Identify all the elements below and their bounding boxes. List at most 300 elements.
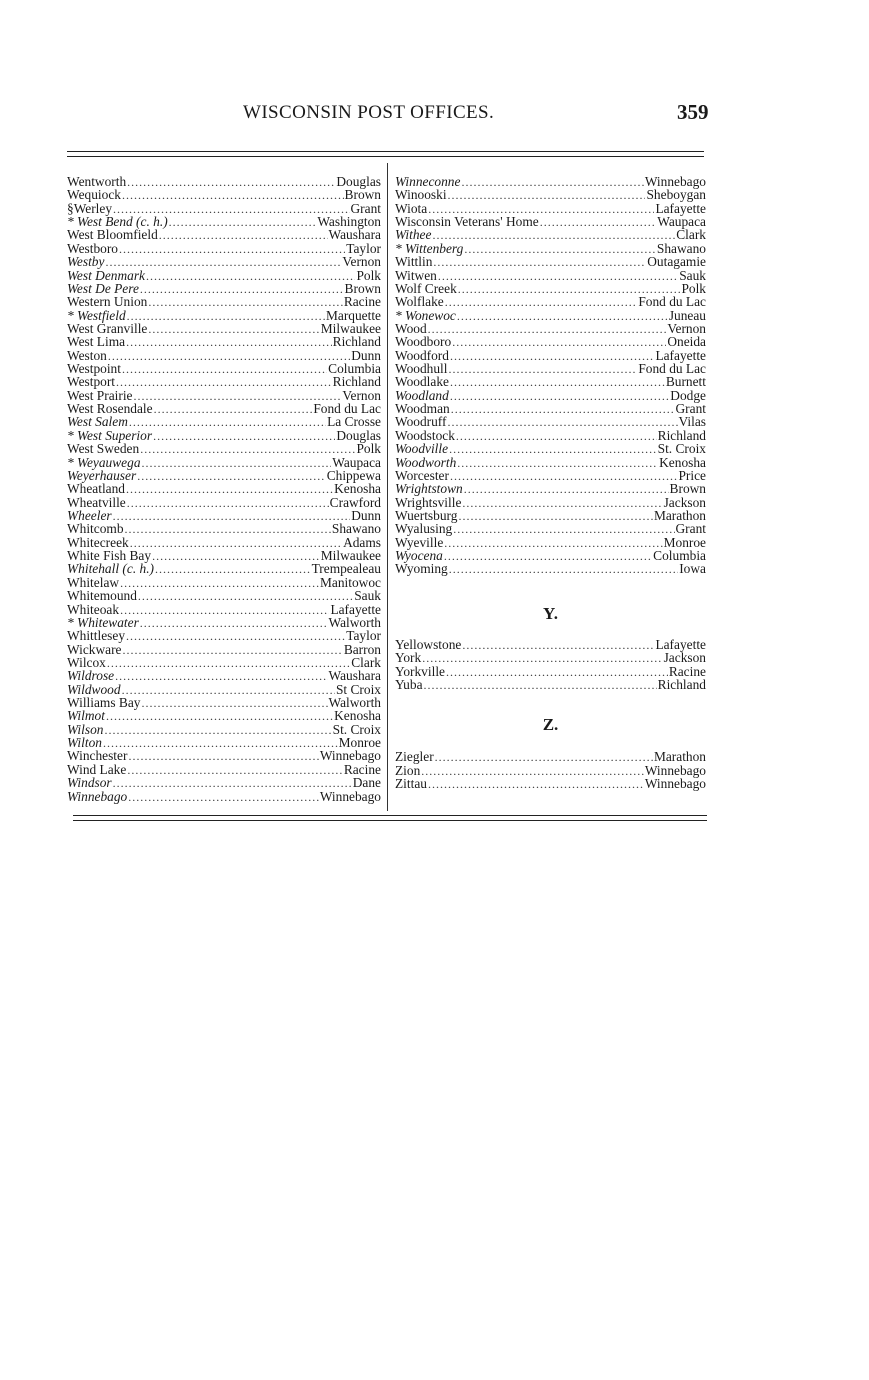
dot-leader [450, 390, 669, 403]
dot-leader [449, 563, 678, 576]
county-name: Waushara [328, 227, 381, 243]
county-name: Winnebago [319, 788, 381, 804]
dot-leader [122, 189, 344, 202]
post-office-entry [67, 349, 381, 362]
county-name: Manitowoc [320, 574, 381, 590]
post-office-name: Weyerhauser [67, 467, 137, 483]
post-office-name: Woodruff [395, 414, 447, 430]
county-name: Winnebago [644, 174, 706, 189]
county-name: Taylor [346, 628, 381, 644]
dot-leader [120, 604, 329, 617]
dot-leader [457, 457, 658, 470]
county-name: La Crosse [327, 414, 381, 430]
post-office-entry [395, 269, 706, 282]
dot-leader [128, 791, 319, 804]
post-office-name: Winchester [67, 748, 128, 764]
post-office-entry [395, 509, 706, 522]
post-office-name: Wisconsin Veterans' Home [395, 214, 539, 230]
dot-leader [461, 176, 643, 189]
dot-leader [140, 617, 328, 630]
post-office-entry [67, 389, 381, 402]
post-office-name: Whitehall (c. h.) [67, 561, 155, 577]
post-office-name: Wheatland [67, 481, 125, 497]
post-office-name: §Werley [67, 200, 113, 216]
post-office-entry [67, 763, 381, 776]
running-title: WISCONSIN POST OFFICES. [243, 102, 495, 123]
post-office-name: Withee [395, 227, 432, 243]
post-office-entry [395, 322, 706, 335]
dot-leader [153, 430, 335, 443]
dot-leader [119, 243, 345, 256]
dot-leader [128, 750, 318, 763]
post-office-name: Wuertsburg [395, 507, 458, 523]
top-rule-thin [67, 151, 704, 152]
post-office-name: * Weyauwega [67, 454, 141, 470]
county-name: Dunn [351, 507, 381, 523]
dot-leader [148, 296, 342, 309]
post-office-name: Windsor [67, 775, 112, 791]
post-office-name: Yuba [395, 676, 423, 692]
dot-leader [108, 350, 350, 363]
post-office-entry [67, 442, 381, 455]
post-office-entry [67, 723, 381, 736]
post-office-name: West Granville [67, 320, 148, 336]
post-office-name: Woodman [395, 401, 450, 417]
post-office-name: Yellowstone [395, 636, 462, 652]
dot-leader [428, 778, 644, 791]
spacer [395, 624, 706, 638]
spacer [395, 735, 706, 750]
dot-leader [462, 497, 662, 510]
post-office-entry [395, 335, 706, 348]
dot-leader [129, 416, 326, 429]
post-office-name: * Wonewoc [395, 307, 456, 323]
post-office-name: Winooski [395, 187, 447, 203]
spacer [395, 576, 706, 604]
dot-leader [424, 679, 657, 692]
post-office-name: Woodstock [395, 427, 455, 443]
dot-leader [152, 550, 320, 563]
post-office-name: Woodhull [395, 361, 448, 377]
post-office-name: Whitecreek [67, 534, 129, 550]
county-name: Lafayette [655, 347, 706, 363]
dot-leader [127, 764, 342, 777]
post-office-entry [67, 282, 381, 295]
post-office-name: West Salem [67, 414, 128, 430]
post-office-entry [67, 749, 381, 762]
post-office-name: Wind Lake [67, 761, 127, 777]
county-name: Lafayette [655, 636, 706, 652]
post-office-entry [395, 429, 706, 442]
county-name: Barron [343, 641, 381, 657]
post-office-name: * West Superior [67, 427, 153, 443]
post-office-name: Woodville [395, 441, 449, 457]
post-office-name: Wilmot [67, 708, 105, 724]
county-name: Columbia [328, 361, 381, 377]
county-name: Vernon [342, 387, 381, 403]
post-office-entry [395, 228, 706, 241]
post-office-name: * Wittenberg [395, 240, 464, 256]
county-name: Richland [332, 374, 381, 390]
section-z-entry-list [395, 750, 706, 790]
county-name: St Croix [335, 681, 381, 697]
post-office-entry [67, 456, 381, 469]
post-office-name: Woodford [395, 347, 449, 363]
right-column [395, 175, 706, 790]
post-office-entry [395, 750, 706, 763]
county-name: Shawano [656, 240, 706, 256]
county-name: Waushara [328, 668, 381, 684]
post-office-entry [67, 242, 381, 255]
dot-leader [138, 590, 353, 603]
post-office-entry [67, 790, 381, 803]
county-name: Jackson [663, 494, 706, 510]
post-office-name: West Sweden [67, 441, 140, 457]
post-office-name: Whitcomb [67, 521, 124, 537]
dot-leader [444, 537, 662, 550]
post-office-entry [67, 669, 381, 682]
dot-leader [457, 310, 668, 323]
post-office-entry [67, 549, 381, 562]
dot-leader [458, 510, 653, 523]
dot-leader [133, 390, 341, 403]
county-name: Winnebago [644, 762, 706, 778]
county-name: Milwaukee [320, 320, 381, 336]
county-name: Waupaca [657, 214, 706, 230]
post-office-name: West Prairie [67, 387, 133, 403]
post-office-entry [67, 469, 381, 482]
post-office-name: Wilcox [67, 654, 106, 670]
county-name: Taylor [346, 240, 381, 256]
county-name: Fond du Lac [638, 361, 706, 377]
post-office-entry [67, 683, 381, 696]
post-office-entry [67, 309, 381, 322]
county-name: Outagamie [647, 254, 706, 270]
dot-leader [155, 563, 311, 576]
county-name: Clark [351, 654, 381, 670]
dot-leader [122, 363, 327, 376]
post-office-entry [67, 375, 381, 388]
post-office-entry [395, 549, 706, 562]
dot-leader [122, 644, 342, 657]
county-name: Racine [668, 663, 706, 679]
dot-leader [113, 777, 352, 790]
dot-leader [140, 283, 344, 296]
post-office-name: West Lima [67, 334, 126, 350]
county-name: Racine [343, 294, 381, 310]
dot-leader [103, 737, 338, 750]
dot-leader [126, 336, 332, 349]
post-office-name: White Fish Bay [67, 548, 152, 564]
post-office-name: West Denmark [67, 267, 145, 283]
post-office-entry [395, 764, 706, 777]
page-header [0, 100, 869, 130]
post-office-entry [395, 522, 706, 535]
dot-leader [435, 751, 653, 764]
dot-leader [126, 483, 333, 496]
post-office-name: * West Bend (c. h.) [67, 214, 168, 230]
county-name: Polk [356, 441, 381, 457]
post-office-entry [395, 456, 706, 469]
dot-leader [125, 523, 331, 536]
post-office-entry [395, 536, 706, 549]
county-name: Vernon [667, 320, 706, 336]
post-office-name: West Rosendale [67, 401, 153, 417]
post-office-name: Winneconne [395, 174, 461, 189]
dot-leader [464, 483, 669, 496]
dot-leader [120, 577, 319, 590]
post-office-entry [395, 389, 706, 402]
post-office-entry [395, 562, 706, 575]
county-name: Dane [352, 775, 381, 791]
dot-leader [122, 684, 335, 697]
dot-leader [447, 416, 677, 429]
post-office-entry [67, 603, 381, 616]
post-office-name: Williams Bay [67, 695, 141, 711]
dot-leader [115, 670, 327, 683]
post-office-entry [395, 362, 706, 375]
county-name: Lafayette [330, 601, 381, 617]
county-name: Burnett [665, 374, 706, 390]
county-name: Monroe [663, 534, 706, 550]
post-office-entry [395, 242, 706, 255]
county-name: Brown [344, 280, 381, 296]
county-name: Clark [676, 227, 706, 243]
post-office-name: Wickware [67, 641, 122, 657]
post-office-name: Yorkville [395, 663, 445, 679]
post-office-name: Wood [395, 320, 427, 336]
dot-leader [169, 216, 317, 229]
county-name: Chippewa [326, 467, 381, 483]
county-name: Columbia [653, 548, 706, 564]
county-name: Douglas [336, 427, 381, 443]
post-office-entry [395, 665, 706, 678]
county-name: Grant [675, 401, 706, 417]
county-name: Polk [681, 280, 706, 296]
top-rule-thick [67, 156, 704, 157]
post-office-name: Wyeville [395, 534, 444, 550]
post-office-entry [67, 709, 381, 722]
county-name: Price [678, 467, 706, 483]
post-office-entry [67, 589, 381, 602]
dot-leader [446, 666, 668, 679]
county-name: Iowa [679, 561, 706, 577]
post-office-name: Wiota [395, 200, 428, 216]
county-name: Shawano [331, 521, 381, 537]
county-name: Kenosha [659, 454, 706, 470]
dot-leader [142, 457, 332, 470]
dot-leader [540, 216, 657, 229]
county-name: St. Croix [332, 721, 381, 737]
dot-leader [127, 176, 335, 189]
post-office-name: Ziegler [395, 749, 434, 765]
post-office-entry [395, 282, 706, 295]
county-name: Kenosha [334, 481, 381, 497]
post-office-name: West De Pere [67, 280, 139, 296]
post-office-entry [395, 482, 706, 495]
post-office-name: Western Union [67, 294, 148, 310]
post-office-name: West Bloomfield [67, 227, 158, 243]
dot-leader [113, 510, 351, 523]
county-name: Racine [343, 761, 381, 777]
post-office-name: Whiteoak [67, 601, 120, 617]
post-office-entry [67, 269, 381, 282]
dot-leader [146, 270, 355, 283]
post-office-name: Westpoint [67, 361, 121, 377]
county-name: Fond du Lac [313, 401, 381, 417]
post-office-name: Westport [67, 374, 116, 390]
county-name: Grant [675, 521, 706, 537]
post-office-entry [395, 375, 706, 388]
post-office-name: Westboro [67, 240, 118, 256]
dot-leader [127, 497, 329, 510]
post-office-name: Woodlake [395, 374, 449, 390]
post-office-entry [395, 638, 706, 651]
dot-leader [130, 537, 342, 550]
post-office-name: Wilton [67, 735, 102, 751]
page-number: 359 [677, 100, 709, 124]
county-name: Sauk [354, 588, 381, 604]
dot-leader [127, 310, 325, 323]
dot-leader [126, 630, 345, 643]
county-name: Marquette [325, 307, 381, 323]
county-name: Brown [669, 481, 706, 497]
post-office-entry [395, 496, 706, 509]
dot-leader [428, 323, 667, 336]
dot-leader [432, 229, 675, 242]
post-office-name: Wequiock [67, 187, 121, 203]
county-name: Trempealeau [311, 561, 381, 577]
post-office-entry [67, 228, 381, 241]
post-office-entry [395, 651, 706, 664]
post-office-entry [67, 188, 381, 201]
post-office-entry [67, 175, 381, 188]
county-name: Douglas [336, 174, 381, 189]
post-office-entry [67, 656, 381, 669]
bottom-rule-thick [73, 820, 707, 821]
post-office-entry [395, 309, 706, 322]
post-office-entry [395, 202, 706, 215]
post-office-entry [395, 349, 706, 362]
post-office-name: Witwen [395, 267, 437, 283]
county-name: Sauk [679, 267, 706, 283]
post-office-name: Wyocena [395, 548, 443, 564]
post-office-name: Woodworth [395, 454, 457, 470]
dot-leader [422, 652, 662, 665]
dot-leader [421, 765, 644, 778]
county-name: Vilas [678, 414, 706, 430]
county-name: Washington [317, 214, 381, 230]
post-office-name: Wrightstown [395, 481, 463, 497]
county-name: Milwaukee [320, 548, 381, 564]
post-office-entry [395, 777, 706, 790]
left-column [67, 175, 381, 803]
post-office-name: Wilson [67, 721, 104, 737]
post-office-name: Zittau [395, 775, 427, 791]
dot-leader [452, 336, 666, 349]
county-name: Crawford [329, 494, 381, 510]
county-name: Polk [356, 267, 381, 283]
post-office-name: Wyoming [395, 561, 448, 577]
dot-leader [464, 243, 656, 256]
post-office-name: Wildwood [67, 681, 121, 697]
post-office-entry [67, 509, 381, 522]
dot-leader [450, 470, 678, 483]
dot-leader [449, 443, 657, 456]
post-office-entry [67, 776, 381, 789]
post-office-entry [395, 678, 706, 691]
post-office-entry [395, 188, 706, 201]
post-office-name: York [395, 650, 422, 666]
county-name: Fond du Lac [638, 294, 706, 310]
post-office-name: Wyalusing [395, 521, 453, 537]
post-office-entry [67, 536, 381, 549]
dot-leader [141, 697, 327, 710]
post-office-name: Wheeler [67, 507, 112, 523]
post-office-entry [67, 295, 381, 308]
post-office-name: Wildrose [67, 668, 115, 684]
post-office-entry [395, 295, 706, 308]
post-office-entry [67, 482, 381, 495]
county-name: Richland [657, 676, 706, 692]
dot-leader [137, 470, 326, 483]
post-office-entry [67, 335, 381, 348]
post-office-name: Weston [67, 347, 107, 363]
post-office-name: Woodland [395, 387, 449, 403]
post-office-entry [67, 522, 381, 535]
county-name: Jackson [663, 650, 706, 666]
section-heading-y: Y. [543, 603, 558, 623]
post-office-name: Wolflake [395, 294, 444, 310]
county-name: Walworth [328, 614, 381, 630]
dot-leader [444, 550, 652, 563]
dot-leader [116, 376, 332, 389]
dot-leader [107, 657, 350, 670]
post-office-entry [67, 322, 381, 335]
spacer [395, 691, 706, 715]
post-office-name: * Westfield [67, 307, 126, 323]
post-office-entry [67, 643, 381, 656]
county-name: Winnebago [644, 775, 706, 791]
county-name: Marathon [653, 749, 706, 765]
bottom-rule-thin [73, 815, 707, 816]
column-divider [387, 163, 388, 811]
dot-leader [462, 639, 654, 652]
post-office-entry [67, 402, 381, 415]
left-entry-list [67, 175, 381, 803]
county-name: Richland [657, 427, 706, 443]
county-name: Winnebago [319, 748, 381, 764]
dot-leader [456, 430, 657, 443]
post-office-name: * Whitewater [67, 614, 139, 630]
post-office-entry [67, 616, 381, 629]
dot-leader [106, 710, 333, 723]
post-office-entry [67, 576, 381, 589]
post-office-name: Whittlesey [67, 628, 126, 644]
post-office-name: Wheatville [67, 494, 126, 510]
post-office-entry [395, 215, 706, 228]
dot-leader [433, 256, 646, 269]
post-office-entry [395, 442, 706, 455]
county-name: Dunn [351, 347, 381, 363]
county-name: Adams [343, 534, 381, 550]
post-office-entry [395, 255, 706, 268]
county-name: Walworth [328, 695, 381, 711]
county-name: Grant [350, 200, 381, 216]
county-name: Kenosha [334, 708, 381, 724]
county-name: Vernon [342, 254, 381, 270]
post-office-name: Whitemound [67, 588, 137, 604]
